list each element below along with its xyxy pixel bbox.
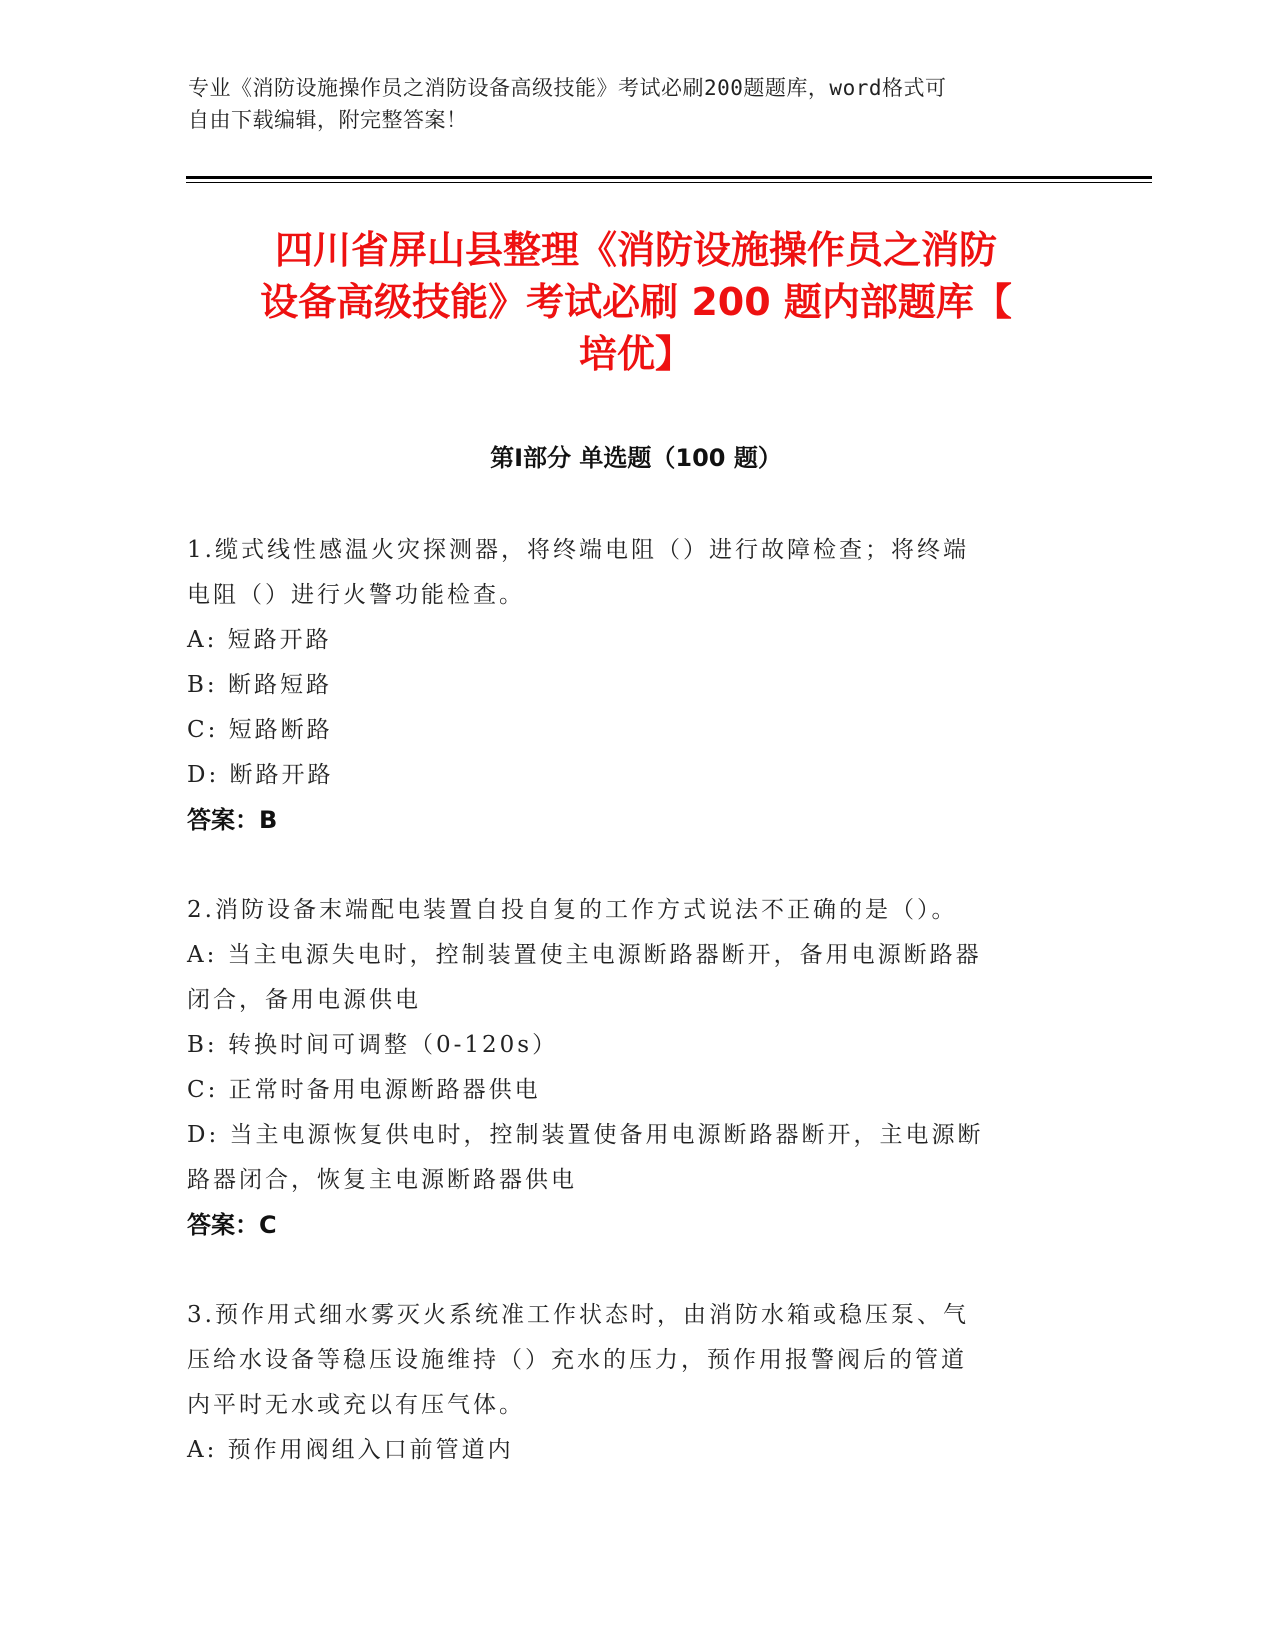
title-line-3: 培优】 bbox=[578, 332, 693, 376]
question-list bbox=[187, 528, 1077, 1519]
answer: 答案：C bbox=[187, 1211, 277, 1239]
header-divider-thin bbox=[186, 182, 1152, 183]
question-stem-line: 3.预作用式细水雾灭火系统准工作状态时，由消防水箱或稳压泵、气 bbox=[187, 1302, 969, 1328]
option-d-continued: 路器闭合，恢复主电源断路器供电 bbox=[187, 1167, 577, 1193]
option-a-continued: 闭合，备用电源供电 bbox=[187, 987, 421, 1013]
option-d: D: 当主电源恢复供电时，控制装置使备用电源断路器断开，主电源断 bbox=[187, 1122, 984, 1148]
option-a: A: 短路开路 bbox=[187, 627, 332, 653]
question-1 bbox=[187, 528, 1077, 842]
header-line-2: 自由下载编辑，附完整答案！ bbox=[188, 108, 468, 132]
title-line-1: 四川省屏山县整理《消防设施操作员之消防 bbox=[274, 228, 997, 272]
question-stem-line: 1.缆式线性感温火灾探测器，将终端电阻（）进行故障检查；将终端 bbox=[187, 537, 969, 563]
option-c: C: 短路断路 bbox=[187, 717, 333, 743]
option-d: D: 断路开路 bbox=[187, 762, 334, 788]
header-divider-thick bbox=[186, 176, 1152, 179]
option-a: A: 当主电源失电时，控制装置使主电源断路器断开，备用电源断路器 bbox=[187, 942, 982, 968]
title-line-2: 设备高级技能》考试必刷 200 题内部题库【 bbox=[260, 280, 1012, 324]
question-2 bbox=[187, 888, 1077, 1247]
option-b: B: 断路短路 bbox=[187, 672, 332, 698]
option-b: B: 转换时间可调整（0-120s） bbox=[187, 1032, 559, 1058]
question-stem-line: 2.消防设备末端配电装置自投自复的工作方式说法不正确的是（）。 bbox=[187, 897, 958, 923]
question-stem-line: 压给水设备等稳压设施维持（）充水的压力，预作用报警阀后的管道 bbox=[187, 1347, 967, 1373]
document-header bbox=[188, 72, 1068, 136]
option-c: C: 正常时备用电源断路器供电 bbox=[187, 1077, 541, 1103]
section-heading: 第Ⅰ部分 单选题（100 题） bbox=[490, 444, 782, 472]
header-line-1: 专业《消防设施操作员之消防设备高级技能》考试必刷200题题库，word格式可 bbox=[188, 76, 947, 100]
question-3 bbox=[187, 1293, 1077, 1473]
answer: 答案：B bbox=[187, 806, 278, 834]
question-stem-line: 内平时无水或充以有压气体。 bbox=[187, 1392, 525, 1418]
page-title bbox=[186, 224, 1086, 380]
question-stem-line: 电阻（）进行火警功能检查。 bbox=[187, 582, 525, 608]
option-a: A: 预作用阀组入口前管道内 bbox=[187, 1437, 514, 1463]
